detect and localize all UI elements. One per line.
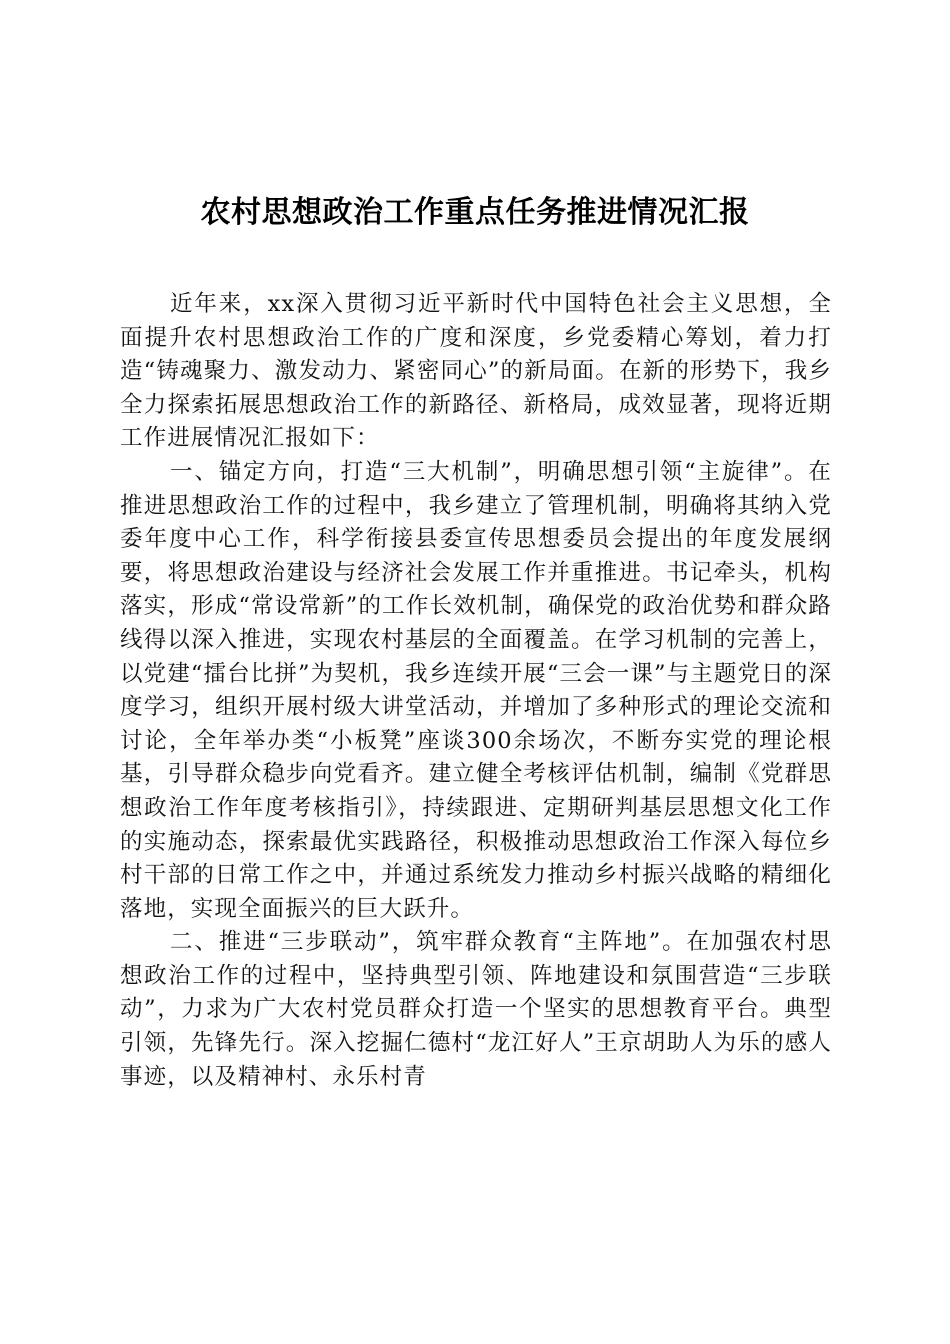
paragraph-section-one: 一、锚定方向，打造“三大机制”，明确思想引领“主旋律”。在推进思想政治工作的过程中，我乡建立了管理机制，明确将其纳入党委年度中心工作，科学衔接县委宣传思想委员会提出的年度发展纲要，将思想政治建设与经济社会发展工作并重推进。书记牵头，机构落实，形成“常设常新”的工作长效机制，确保党的政治优势和群众路线得以深入推进，实现农村基层的全面覆盖。在学习机制的完善上，以党建“擂台比拼”为契机，我乡连续开展“三会一课”与主题党日的深度学习，组织开展村级大讲堂活动，并增加了多种形式的理论交流和讨论，全年举办类“小板凳”座谈300余场次，不断夯实党的理论根基，引导群众稳步向党看齐。建立健全考核评估机制，编制《党群思想政治工作年度考核指引》，持续跟进、定期研判基层思想文化工作的实施动态，探索最优实践路径，积极推动思想政治工作深入每位乡村干部的日常工作之中，并通过系统发力推动乡村振兴战略的精细化落地，实现全面振兴的巨大跃升。 (120, 458, 832, 922)
paragraph-intro: 近年来，xx深入贯彻习近平新时代中国特色社会主义思想，全面提升农村思想政治工作的广度和深度，乡党委精心筹划，着力打造“铸魂聚力、激发动力、紧密同心”的新局面。在新的形势下，我乡全力探索拓展思想政治工作的新路径、新格局，成效显著，现将近期工作进展情况汇报如下： (120, 291, 832, 452)
document-body (120, 288, 832, 1094)
document-title: 农村思想政治工作重点任务推进情况汇报 (200, 195, 750, 230)
paragraph-section-two: 二、推进“三步联动”，筑牢群众教育“主阵地”。在加强农村思想政治工作的过程中，坚持典型引领、阵地建设和氛围营造“三步联动”，力求为广大农村党员群众打造一个坚实的思想教育平台。典型引领，先锋先行。深入挖掘仁德村“龙江好人”王京胡助人为乐的感人事迹，以及精神村、永乐村青 (120, 929, 832, 1090)
